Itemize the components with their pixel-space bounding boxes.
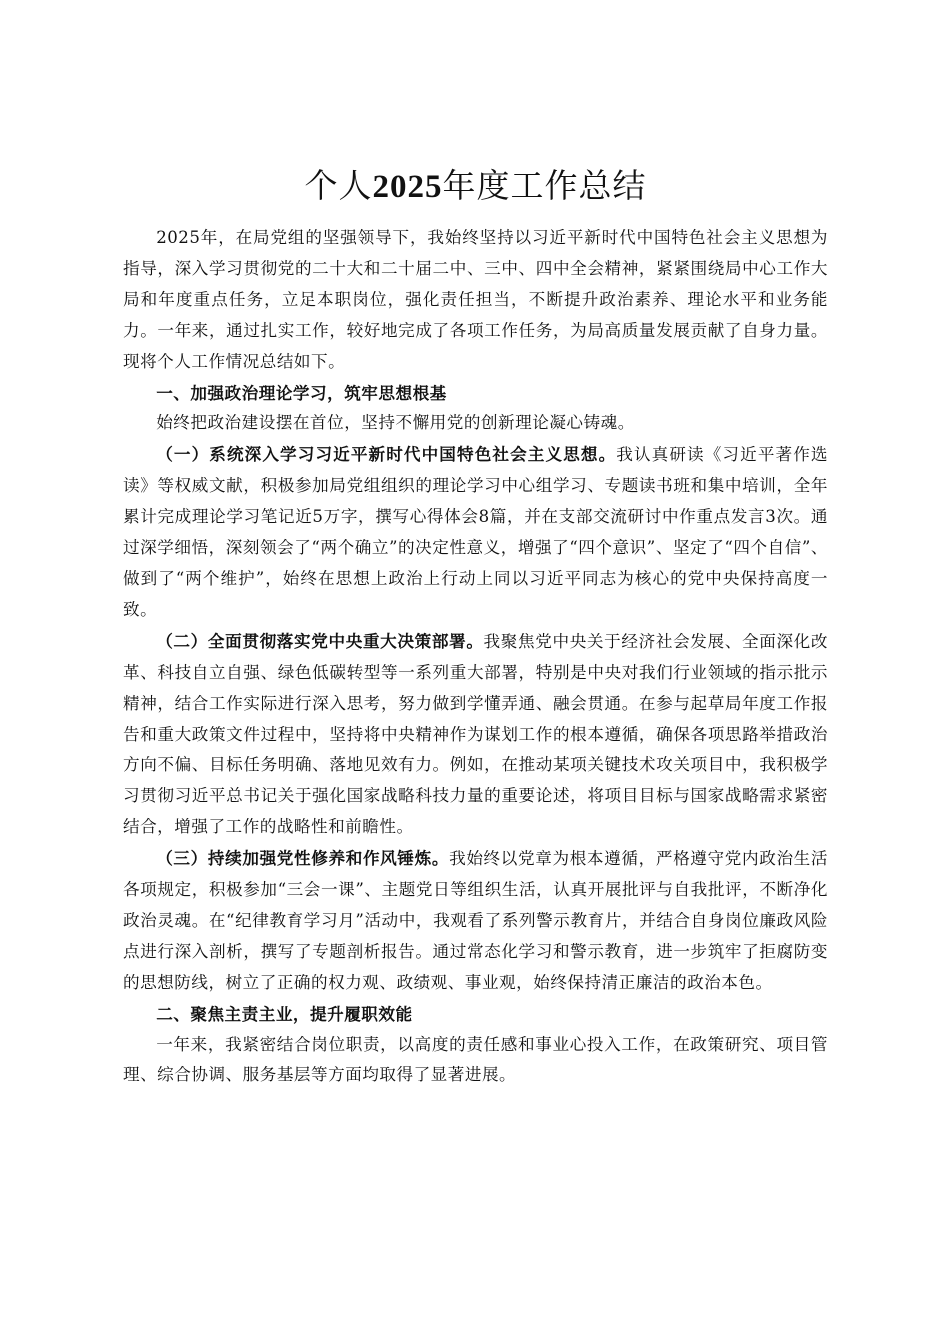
item-1-text: 我认真研读《习近平著作选读》等权威文献，积极参加局党组组织的理论学习中心组学习、专题读书班和集中培训，全年累计完成理论学习笔记近5万字，撰写心得体会8篇，并在支部交流研讨中作重点发言3次。通过深学细悟，深刻领会了“两个确立”的决定性意义，增强了“四个意识”、坚定了“四个自信”、做到了“两个维护”，始终在思想上政治上行动上同以习近平同志为核心的党中央保持高度一致。: [123, 445, 829, 619]
item-3-text: 我始终以党章为根本遵循，严格遵守党内政治生活各项规定，积极参加“三会一课”、主题党日等组织生活，认真开展批评与自我批评，不断净化政治灵魂。在“纪律教育学习月”活动中，我观看了系列警示教育片，并结合自身岗位廉政风险点进行深入剖析，撰写了专题剖析报告。通过常态化学习和警示教育，进一步筑牢了拒腐防变的思想防线，树立了正确的权力观、政绩观、事业观，始终保持清正廉洁的政治本色。: [123, 849, 829, 992]
document-page: [123, 158, 828, 1091]
document-title: [123, 158, 828, 215]
item-2-lead: （二）全面贯彻落实党中央重大决策部署。: [156, 630, 484, 651]
section-1-item-2: [123, 626, 828, 843]
section-1-item-3: [123, 843, 828, 999]
title-year: 2025: [372, 169, 443, 205]
section-1-heading: 一、加强政治理论学习，筑牢思想根基: [156, 382, 447, 403]
item-3-lead: （三）持续加强党性修养和作风锤炼。: [156, 848, 450, 869]
section-1-item-1: [123, 439, 828, 625]
section-2-heading: 二、聚焦主责主业，提升履职效能: [156, 1003, 413, 1024]
item-1-lead: （一）系统深入学习习近平新时代中国特色社会主义思想。: [156, 444, 617, 465]
item-2-text: 我聚焦党中央关于经济社会发展、全面深化改革、科技自立自强、绿色低碳转型等一系列重大部署，特别是中央对我们行业领域的指示批示精神，结合工作实际进行深入思考，努力做到学懂弄通、融会贯通。在参与起草局年度工作报告和重大政策文件过程中，坚持将中央精神作为谋划工作的根本遵循，确保各项思路举措政治方向不偏、目标任务明确、落地见效有力。例如，在推动某项关键技术攻关项目中，我积极学习贯彻习近平总书记关于强化国家战略科技力量的重要论述，将项目目标与国家战略需求紧密结合，增强了工作的战略性和前瞻性。: [123, 631, 828, 837]
title-suffix: 年度工作总结: [442, 166, 647, 205]
section-1-summary: 始终把政治建设摆在首位，坚持不懈用党的创新理论凝心铸魂。: [156, 413, 635, 433]
title-prefix: 个人: [304, 166, 373, 205]
section-2-summary: 一年来，我紧密结合岗位职责，以高度的责任感和事业心投入工作，在政策研究、项目管理、综合协调、服务基层等方面均取得了显著进展。: [123, 1034, 828, 1085]
intro-paragraph: 2025年，在局党组的坚强领导下，我始终坚持以习近平新时代中国特色社会主义思想为指导，深入学习贯彻党的二十大和二十届二中、三中、四中全会精神，紧紧围绕局中心工作大局和年度重点任务，立足本职岗位，强化责任担当，不断提升政治素养、理论水平和业务能力。一年来，通过扎实工作，较好地完成了各项工作任务，为局高质量发展贡献了自身力量。现将个人工作情况总结如下。: [123, 228, 828, 371]
